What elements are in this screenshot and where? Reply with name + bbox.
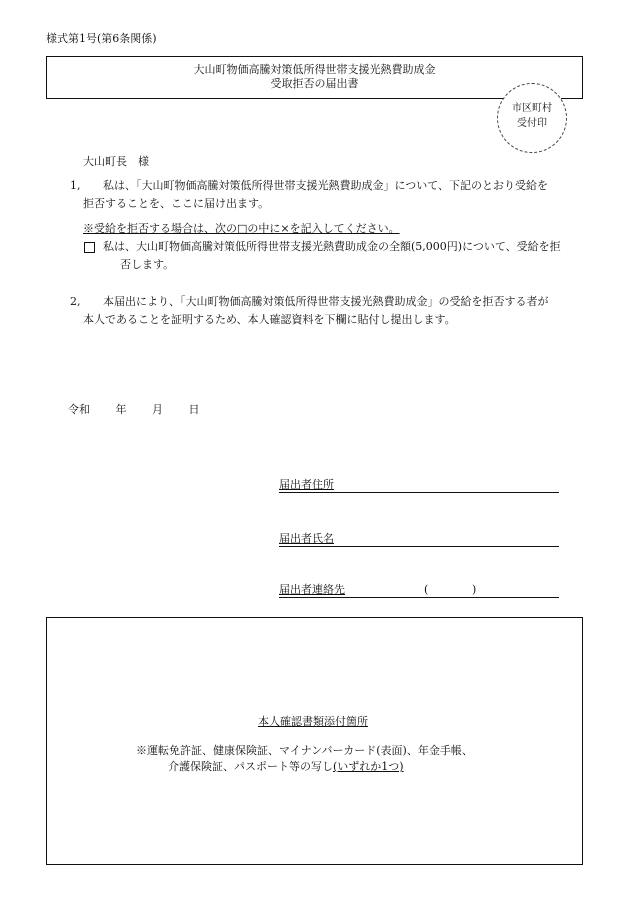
contact-paren-close: ) [472,583,477,596]
section2-number: 2, [70,295,81,308]
reception-stamp-area [497,83,567,153]
form-number: 様式第1号(第6条関係) [46,32,157,45]
attachment-line1: ※運転免許証、健康保険証、マイナンバーカード(表面)、年金手帳、 [136,744,473,757]
title-line2: 受取拒否の届出書 [270,77,359,90]
attachment-line2 [168,758,404,776]
date-line [68,401,222,417]
section2-line2: 本人であることを証明するため、本人確認資料を下欄に貼付し提出します。 [83,313,456,326]
section1-line2: 拒否することを、ここに届け出ます。 [83,197,270,210]
stamp-line1: 市区町村 [512,103,552,114]
address-field[interactable] [279,478,559,493]
section1-number: 1, [70,179,81,192]
attachment-line2-underlined: (いずれか1つ) [333,760,404,773]
address-label: 届出者住所 [279,478,334,491]
date-day: 日 [188,403,200,416]
checkbox-text-line2: 否します。 [120,258,175,271]
date-era: 令和 [68,403,90,416]
addressee: 大山町長 様 [83,155,149,168]
name-field[interactable] [279,532,559,547]
attachment-line2-prefix: 介護保険証、パスポート等の写し [168,760,333,773]
contact-field[interactable] [279,583,559,598]
section1-note: ※受給を拒否する場合は、次の□の中に×を記入してください。 [83,222,400,235]
title-line1: 大山町物価高騰対策低所得世帯支援光熱費助成金 [193,63,436,76]
stamp-line2: 受付印 [517,118,547,129]
section1-line1: 私は、「大山町物価高騰対策低所得世帯支援光熱費助成金」について、下記のとおり受給を [103,179,549,192]
checkbox-text-line1: 私は、大山町物価高騰対策低所得世帯支援光熱費助成金の全額(5,000円)について、受給を拒 [103,240,561,253]
date-year: 年 [115,403,127,416]
id-attachment-box [46,617,583,865]
contact-label: 届出者連絡先 [279,583,345,596]
section2-line1: 本届出により、「大山町物価高騰対策低所得世帯支援光熱費助成金」の受給を拒否する者が [103,295,549,308]
name-label: 届出者氏名 [279,532,334,545]
attachment-title: 本人確認書類添付箇所 [258,715,368,728]
contact-paren-open: ( [424,583,429,596]
title-box [46,56,583,99]
date-month: 月 [152,403,163,416]
refusal-checkbox[interactable] [84,242,95,253]
